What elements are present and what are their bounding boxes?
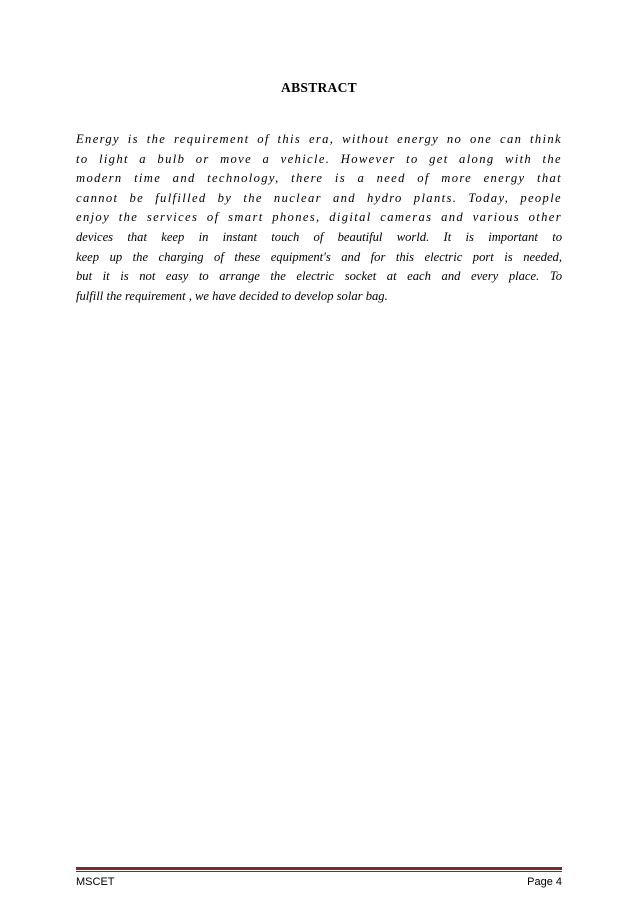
footer-divider-thin [76,871,562,872]
abstract-paragraph [76,130,562,306]
footer-institution: MSCET [76,876,115,888]
page-title: ABSTRACT [281,80,357,95]
abstract-line: cannot be fulfilled by the nuclear and hydro plants. Today, people [76,190,562,205]
abstract-line: enjoy the services of smart phones, digital cameras and various other [76,210,562,225]
abstract-line: keep up the charging of these equipment's and for this electric port is needed, [76,249,562,264]
abstract-line: to light a bulb or move a vehicle. However to get along with the [76,151,562,166]
abstract-line: fulfill the requirement , we have decided to develop solar bag. [76,288,388,303]
abstract-line: devices that keep in instant touch of beautiful world. It is important to [76,229,562,244]
abstract-line: Energy is the requirement of this era, without energy no one can think [76,132,562,146]
abstract-line: but it is not easy to arrange the electric socket at each and every place. To [76,269,562,284]
abstract-line: modern time and technology, there is a need of more energy that [76,171,562,186]
footer-divider [76,867,562,870]
footer-page-number: Page 4 [527,876,562,888]
